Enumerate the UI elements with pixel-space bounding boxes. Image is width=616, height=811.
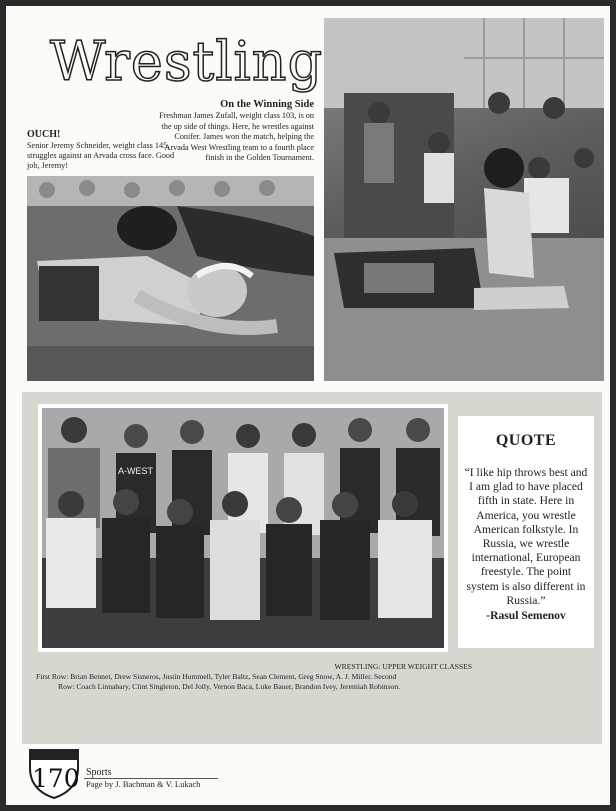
quote-text: “I like hip throws best and I am glad to have placed fifth in state. Here in America, you wrestle American folkstyle. In Russia, we wrestle international, European freestyle. The point system is also different in Russia.” bbox=[464, 466, 588, 607]
yearbook-page bbox=[6, 6, 610, 805]
ouch-text: Senior Jeremy Schneider, weight class 145, struggles against an Arvada cross face. Good job, Jeremy! bbox=[27, 141, 175, 170]
team-photo-graphic bbox=[42, 408, 444, 648]
ouch-caption bbox=[27, 128, 177, 171]
photo-schneider-graphic bbox=[27, 176, 314, 381]
winning-side-caption bbox=[156, 98, 314, 164]
team-caption-heading: WRESTLING: UPPER WEIGHT CLASSES bbox=[334, 662, 472, 671]
page-number: 170 bbox=[32, 764, 80, 793]
page-folio bbox=[26, 744, 226, 800]
photo-zufall-graphic bbox=[324, 18, 604, 381]
team-photo bbox=[42, 408, 444, 648]
team-caption-row1: First Row: Brian Bennet, Drew Sisneros, Justin Hummell, Tyler Baltz, Sean Clement, Greg Snow, A. J. Miller. Second bbox=[36, 672, 397, 681]
page-title: Wrestling bbox=[50, 30, 324, 93]
ouch-heading: OUCH! bbox=[27, 129, 61, 140]
wrestling-photo-schneider bbox=[27, 176, 314, 381]
team-photo-frame bbox=[38, 404, 448, 652]
team-caption bbox=[36, 662, 472, 692]
winning-side-heading: On the Winning Side bbox=[220, 99, 314, 110]
quote-author: -Rasul Semenov bbox=[486, 609, 566, 623]
singlet-text: A-WEST bbox=[118, 466, 153, 476]
folio-credit: Page by J. Bachman & V. Lukach bbox=[86, 779, 201, 789]
quote-title: QUOTE bbox=[495, 432, 557, 449]
folio-section: Sports bbox=[86, 767, 112, 778]
wrestling-photo-zufall bbox=[324, 18, 604, 381]
winning-side-text: Freshman James Zufall, weight class 103, is on the up side of things. Here, he wrestles against Conifer. James won the match, helping the Arvada West Wrestling team to a fourth place finish in the Golden Tournament. bbox=[159, 111, 314, 162]
team-section bbox=[22, 392, 602, 744]
team-caption-row2: Row: Coach Linnabary, Clint Singleton, Del Jolly, Vernon Baca, Luke Bauer, Brandon Ivey, Jeremiah Robinson. bbox=[58, 682, 401, 691]
quote-box bbox=[458, 416, 594, 648]
